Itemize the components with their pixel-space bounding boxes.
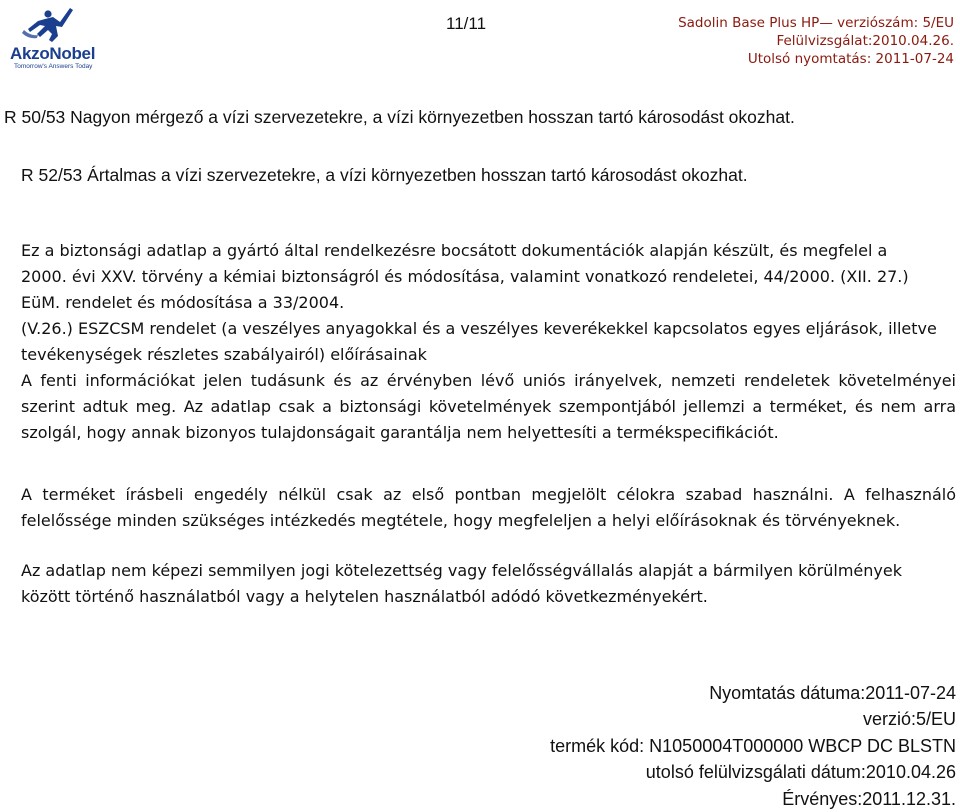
r-phrase-52-53: R 52/53 Ártalmas a vízi szervezetekre, a vízi környezetben hosszan tartó károsodást okozhat. [21,165,748,185]
revision-line: Felülvizsgálat:2010.04.26. [776,33,954,49]
print-date: Nyomtatás dátuma:2011-07-24 [709,683,956,703]
page-number: 11/11 [446,14,487,33]
product-code: termék kód: N1050004T000000 WBCP DC BLSTN [550,735,956,756]
print-line: Utolsó nyomtatás: 2011-07-24 [747,51,954,67]
r-phrase-50-53: R 50/53 Nagyon mérgező a vízi szervezetekre, a vízi környezetben hosszan tartó károsodást okozhat. [4,107,795,127]
akzonobel-logo [4,4,100,70]
logo-name: AkzoNobel [10,44,96,63]
person-reaching-icon [4,4,100,44]
paragraph-information: A fenti információkat jelen tudásunk és az érvényben lévő uniós irányelvek, nemzeti rendeletek követelményei szerint adtuk meg. Az adatlap csak a biztonsági követelmények szempontjából jellemzi a terméket, és nem arra szolgál, hogy annak bizonyos tulajdonságait garantálja nem helyettesíti a termékspecifikációt. [21,371,956,442]
product-line: Sadolin Base Plus HP— verziószám: 5/EU [678,15,954,31]
version: verzió:5/EU [862,709,956,730]
paragraph-regulation: (V.26.) ESZCSM rendelet (a veszélyes anyagokkal és a veszélyes keverékekkel kapcsolatos egyes eljárások, illetve tevékenységek részletes szabályairól) előírásainak [21,319,937,364]
last-review-date: utolsó felülvizsgálati dátum:2010.04.26 [645,762,956,783]
valid-until: Érvényes:2011.12.31. [782,788,956,809]
header-info [678,14,954,68]
paragraph-liability: Az adatlap nem képezi semmilyen jogi kötelezettség vagy felelősségvállalás alapját a bármilyen körülmények között történő használatból vagy a helytelen használatból adódó következményekért. [21,561,902,606]
logo-tagline: Tomorrow's Answers Today [14,63,93,70]
paragraph-legal-basis: Ez a biztonsági adatlap a gyártó által rendelkezésre bocsátott dokumentációk alapján készült, és megfelel a 2000. évi XXV. törvény a kémiai biztonságról és módosítása, valamint vonatkozó rendeletei, 44/2000. (XII. 27.) EüM. rendelet és módosítása a 33/2004. [21,241,909,312]
paragraph-usage: A terméket írásbeli engedély nélkül csak az első pontban megjelölt célokra szabad használni. A felhasználó felelőssége minden szükséges intézkedés megtétele, hogy megfeleljen a helyi előírásoknak és törvényeknek. [21,485,956,530]
footer-info [550,680,956,812]
